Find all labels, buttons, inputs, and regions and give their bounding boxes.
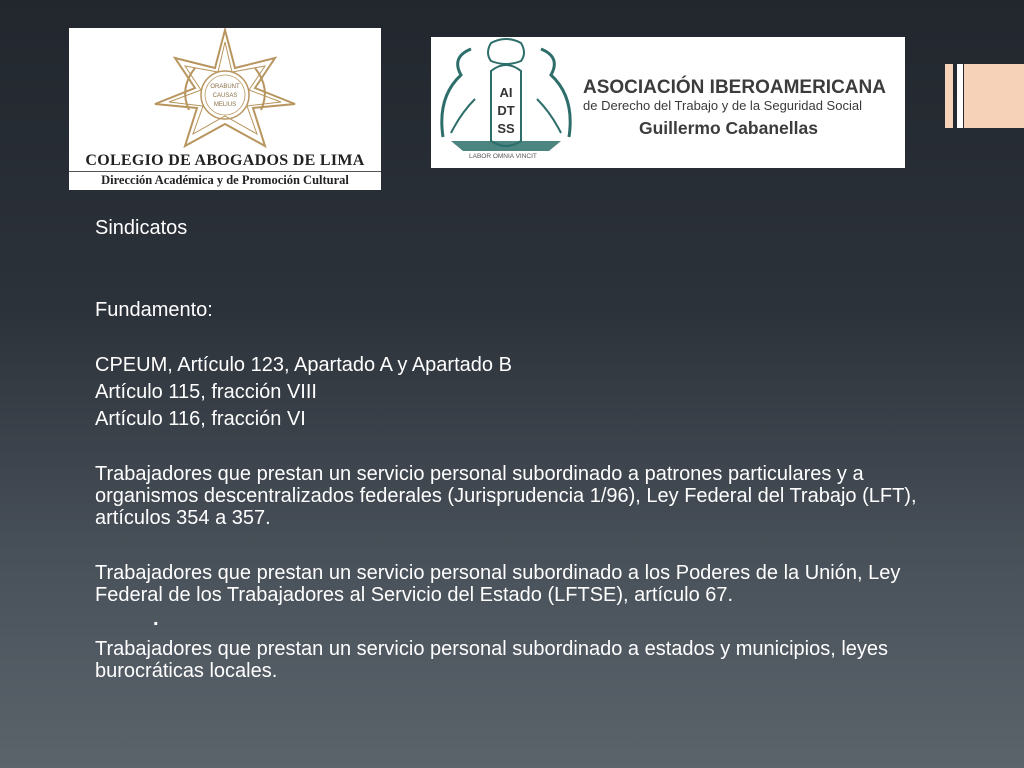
paragraph: Trabajadores que prestan un servicio personal subordinado a los Poderes de la Unión, Ley Federal de los Trabajadores al Servicio del Estado (LFTSE), artículo 67. [95, 562, 901, 606]
asociacion-name: Guillermo Cabanellas [639, 118, 818, 138]
seal-text-line: MELIUS [213, 102, 237, 108]
decorative-accent-bar [964, 64, 1024, 128]
reference-line: Artículo 115, fracción VIII [95, 381, 317, 403]
bullet-dot: . [153, 608, 159, 630]
asociacion-title: ASOCIACIÓN IBEROAMERICANA [583, 77, 886, 98]
colegio-name: COLEGIO DE ABOGADOS DE LIMA [85, 152, 365, 169]
paragraph: Trabajadores que prestan un servicio personal subordinado a estados y municipios, leyes burocráticas locales. [95, 638, 889, 682]
decorative-accent-bar [957, 64, 963, 128]
star-seal-icon [69, 28, 381, 152]
colegio-abogados-lima-logo [69, 28, 381, 190]
emblem-letters: AI [499, 85, 513, 100]
reference-line: Artículo 116, fracción VI [95, 408, 306, 430]
divider [69, 171, 381, 172]
asociacion-iberoamericana-logo [431, 37, 905, 168]
slide-heading: Sindicatos [95, 217, 188, 239]
emblem-letters: DT [497, 103, 515, 118]
seal-text-line: CAUSAS [212, 93, 238, 99]
emblem-letters: SS [497, 121, 515, 136]
emblem-motto: LABOR OMNIA VINCIT [469, 153, 537, 160]
colegio-subtitle: Dirección Académica y de Promoción Cultural [101, 173, 349, 187]
seal-text-line: ORABUNT [210, 84, 240, 90]
asociacion-subtitle: de Derecho del Trabajo y de la Seguridad Social [583, 98, 862, 113]
paragraph: Trabajadores que prestan un servicio personal subordinado a patrones particulares y a organismos descentralizados federales (Jurisprudencia 1/96), Ley Federal del Trabajo (LFT), artículos 354 a 357. [95, 463, 917, 529]
decorative-accent-bar [945, 64, 953, 128]
fundamento-label: Fundamento: [95, 299, 213, 321]
aidtss-emblem-icon [431, 37, 581, 168]
reference-line: CPEUM, Artículo 123, Apartado A y Apartado B [95, 354, 512, 376]
